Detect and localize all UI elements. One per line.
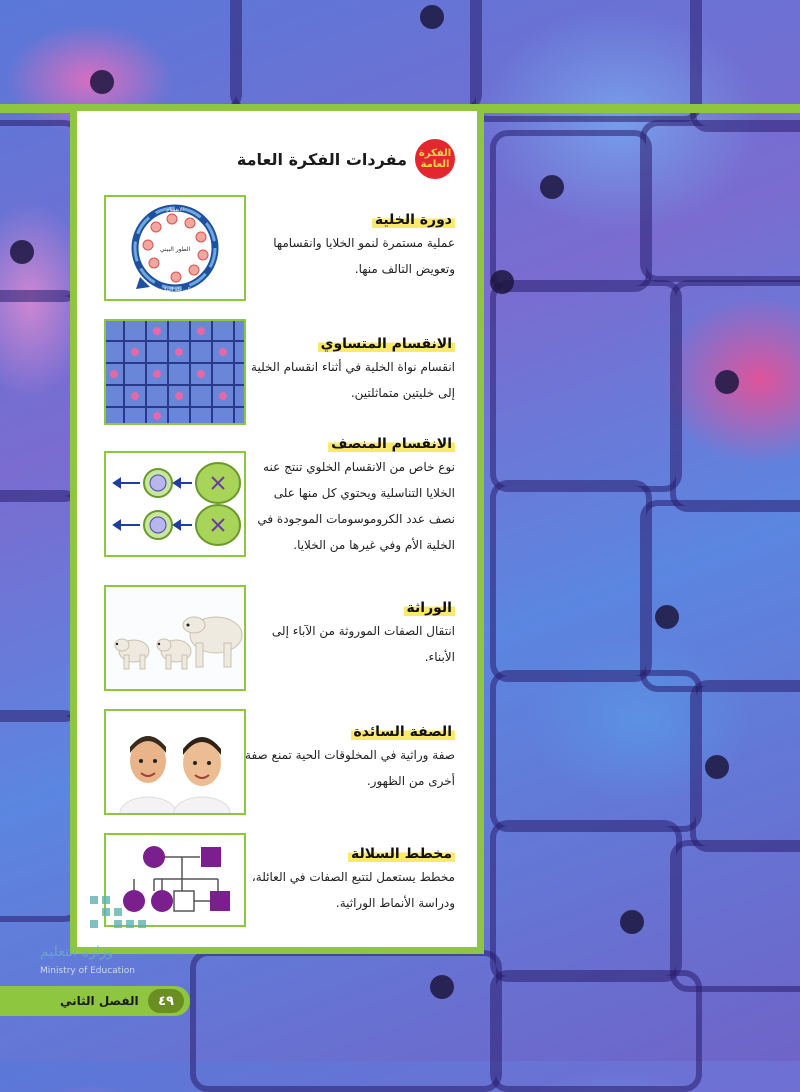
meiosis-diagram <box>104 451 246 557</box>
term-pedigree: مخطط السلالة <box>348 846 455 862</box>
term-meiosis: الانقسام المنصف <box>328 436 455 452</box>
ministry-name-ar: وزارة التعليم <box>40 944 114 960</box>
definition-heredity: انتقال الصفات الموروثة من الآباء إلى الأبناء. <box>271 624 455 664</box>
boys-photo <box>104 709 246 815</box>
term-cell-cycle: دورة الخلية <box>372 212 455 228</box>
cell-cycle-image <box>104 195 246 301</box>
cell-cycle-label-1: الانقسام <box>166 207 184 213</box>
vocab-entry-meiosis <box>77 433 477 583</box>
ministry-name-en: Ministry of Education <box>40 966 135 976</box>
panel-title: مفردات الفكرة العامة <box>236 149 407 169</box>
term-dominant-trait: الصفة السائدة <box>351 724 455 740</box>
vocab-text-cell-cycle <box>245 209 455 282</box>
cell-cycle-label-2: الطور البيني <box>159 246 191 253</box>
vocab-entry-dominant-trait <box>77 709 477 829</box>
definition-meiosis: نوع خاص من الانقسام الخلوي تنتج عنه الخلايا التناسلية ويحتوي كل منها على نصف عدد الكروموسومات الموجودة في الخلية الأم وفي غيرها من الخلايا. <box>257 460 455 552</box>
page-number: ٤٩ <box>148 989 184 1013</box>
vocab-text-heredity <box>245 597 455 670</box>
vocab-text-dominant-trait <box>245 721 455 794</box>
vocab-entry-mitosis <box>77 319 477 429</box>
panel-header <box>237 139 455 179</box>
definition-dominant-trait: صفة وراثية في المخلوقات الحية تمنع صفة أخرى من الظهور. <box>245 748 455 788</box>
vocab-text-mitosis <box>245 333 455 406</box>
term-mitosis: الانقسام المتساوي <box>318 336 455 352</box>
polar-bears-image <box>104 585 246 691</box>
vocab-text-meiosis <box>245 433 455 558</box>
ministry-logo <box>40 890 160 940</box>
big-idea-badge: الفكرة العامة <box>415 139 455 179</box>
mitosis-micrograph <box>104 319 246 425</box>
vocab-entry-heredity <box>77 585 477 705</box>
vocab-entry-cell-cycle <box>77 195 477 305</box>
chapter-label: الفصل الثاني <box>60 994 139 1008</box>
term-heredity: الوراثة <box>404 600 455 616</box>
definition-pedigree: مخطط يستعمل لتتبع الصفات في العائلة، ودراسة الأنماط الوراثية. <box>251 870 455 910</box>
vocabulary-panel <box>70 111 484 954</box>
vocab-text-pedigree <box>245 843 455 916</box>
definition-mitosis: انقسام نواة الخلية في أثناء انقسام الخلية إلى خليتين متماثلتين. <box>251 360 455 400</box>
definition-cell-cycle: عملية مستمرة لنمو الخلايا وانقسامها وتعويض التالف منها. <box>273 236 455 276</box>
cell-cycle-label-3: المرحلة النهائية <box>159 287 191 293</box>
